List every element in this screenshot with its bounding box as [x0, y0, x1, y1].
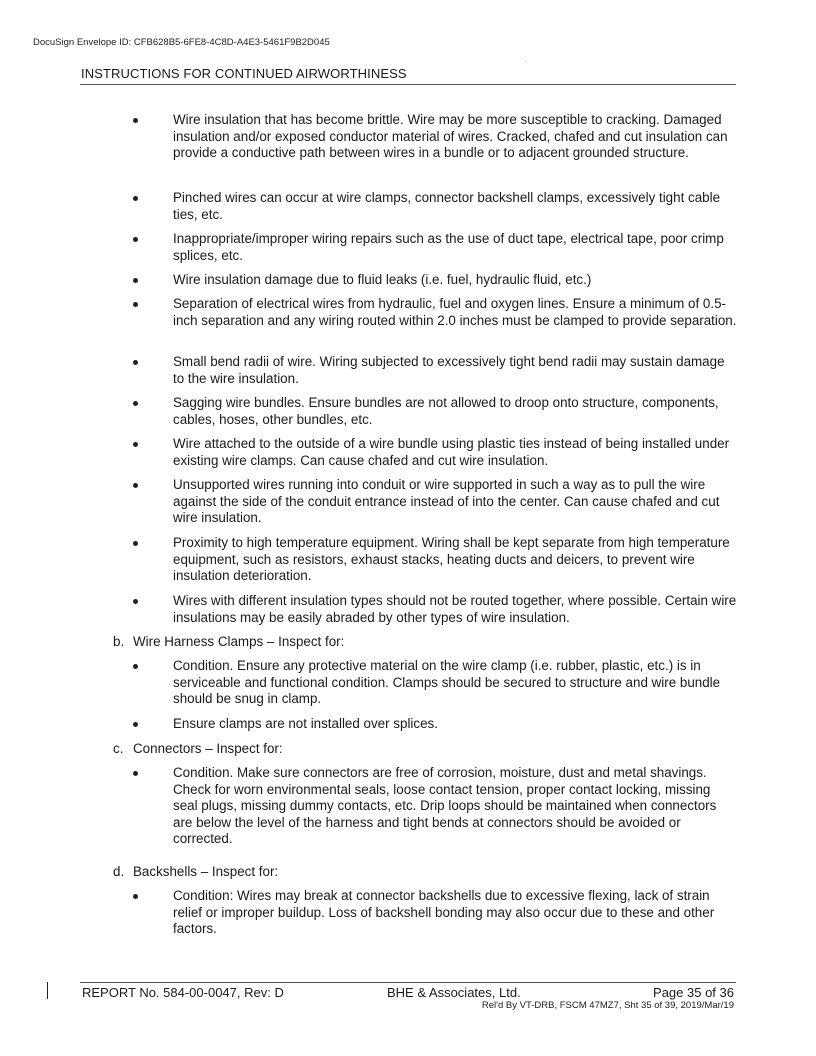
bullet-icon — [133, 360, 138, 365]
bullet-icon — [133, 771, 138, 776]
footer-release-info: Rel'd By VT-DRB, FSCM 47MZ7, Sht 35 of 39, 2019/Mar/19 — [481, 1000, 734, 1011]
bullet-icon — [133, 541, 138, 546]
bullet-icon — [133, 442, 138, 447]
bullet-icon — [133, 237, 138, 242]
bullet-icon — [133, 118, 138, 123]
footer-divider — [80, 982, 736, 983]
list-item: Condition: Wires may break at connector backshells due to excessive flexing, lack of strain relief or improper buildup. Loss of backshell bonding may also occur due to these and other factors. — [137, 888, 737, 938]
scan-artifact — [525, 61, 526, 62]
bullet-icon — [133, 401, 138, 406]
bullet-icon — [133, 302, 138, 307]
list-item: Proximity to high temperature equipment. Wiring shall be kept separate from high temperature equipment, such as resistors, exhaust stacks, heating ducts and deicers, to prevent wire insulation deterioration. — [137, 535, 737, 585]
bullet-icon — [133, 196, 138, 201]
list-item: Sagging wire bundles. Ensure bundles are not allowed to droop onto structure, components, cables, hoses, other bundles, etc. — [137, 395, 737, 428]
section-heading-b: b. Wire Harness Clamps – Inspect for: — [113, 634, 345, 649]
list-item: Unsupported wires running into conduit or wire supported in such a way as to pull the wire against the side of the conduit entrance instead of into the center. Can cause chafed and cut wire insulation. — [137, 477, 737, 527]
bullet-icon — [133, 483, 138, 488]
list-item: Separation of electrical wires from hydraulic, fuel and oxygen lines. Ensure a minimum of 0.5-inch separation and any wiring routed within 2.0 inches must be clamped to provide separation. — [137, 296, 737, 329]
footer-report-number: REPORT No. 584-00-0047, Rev: D — [82, 985, 284, 1000]
revision-change-bar — [47, 982, 48, 999]
list-item: Wire attached to the outside of a wire bundle using plastic ties instead of being installed under existing wire clamps. Can cause chafed and cut wire insulation. — [137, 436, 737, 469]
bullet-icon — [133, 599, 138, 604]
list-item: Condition. Ensure any protective material on the wire clamp (i.e. rubber, plastic, etc.) is in serviceable and functional condition. Clamps should be secured to structure and wire bundle should be snug in clamp. — [137, 658, 737, 708]
bullet-icon — [133, 278, 138, 283]
section-heading-d: d. Backshells – Inspect for: — [113, 864, 279, 879]
docusign-envelope-id: DocuSign Envelope ID: CFB628B5-6FE8-4C8D-A4E3-5461F9B2D045 — [33, 37, 330, 48]
bullet-icon — [133, 894, 138, 899]
footer-page-number: Page 35 of 36 — [653, 985, 734, 1000]
list-item: Pinched wires can occur at wire clamps, connector backshell clamps, excessively tight cable ties, etc. — [137, 190, 737, 223]
list-item: Small bend radii of wire. Wiring subjected to excessively tight bend radii may sustain damage to the wire insulation. — [137, 354, 737, 387]
document-header-title: INSTRUCTIONS FOR CONTINUED AIRWORTHINESS — [81, 66, 407, 81]
list-item: Inappropriate/improper wiring repairs such as the use of duct tape, electrical tape, poor crimp splices, etc. — [137, 231, 737, 264]
bullet-icon — [133, 722, 138, 727]
bullet-icon — [133, 664, 138, 669]
section-heading-c: c. Connectors – Inspect for: — [113, 741, 283, 756]
footer-company: BHE & Associates, Ltd. — [387, 985, 521, 1000]
list-item: Wires with different insulation types should not be routed together, where possible. Certain wire insulations may be easily abraded by other types of wire insulation. — [137, 593, 737, 626]
list-item: Condition. Make sure connectors are free of corrosion, moisture, dust and metal shavings. Check for worn environmental seals, loose contact tension, proper contact locking, missing seal plugs, missing dummy contacts, etc. Drip loops should be maintained when connectors are below the level of the harness and tight bends at connectors should be avoided or corrected. — [137, 765, 737, 848]
header-divider — [80, 84, 736, 85]
list-item: Ensure clamps are not installed over splices. — [137, 716, 737, 733]
list-item: Wire insulation that has become brittle. Wire may be more susceptible to cracking. Damaged insulation and/or exposed conductor material of wires. Cracked, chafed and cut insulation can provide a conductive path between wires in a bundle or to adjacent grounded structure. — [137, 112, 737, 162]
list-item: Wire insulation damage due to fluid leaks (i.e. fuel, hydraulic fluid, etc.) — [137, 272, 737, 289]
